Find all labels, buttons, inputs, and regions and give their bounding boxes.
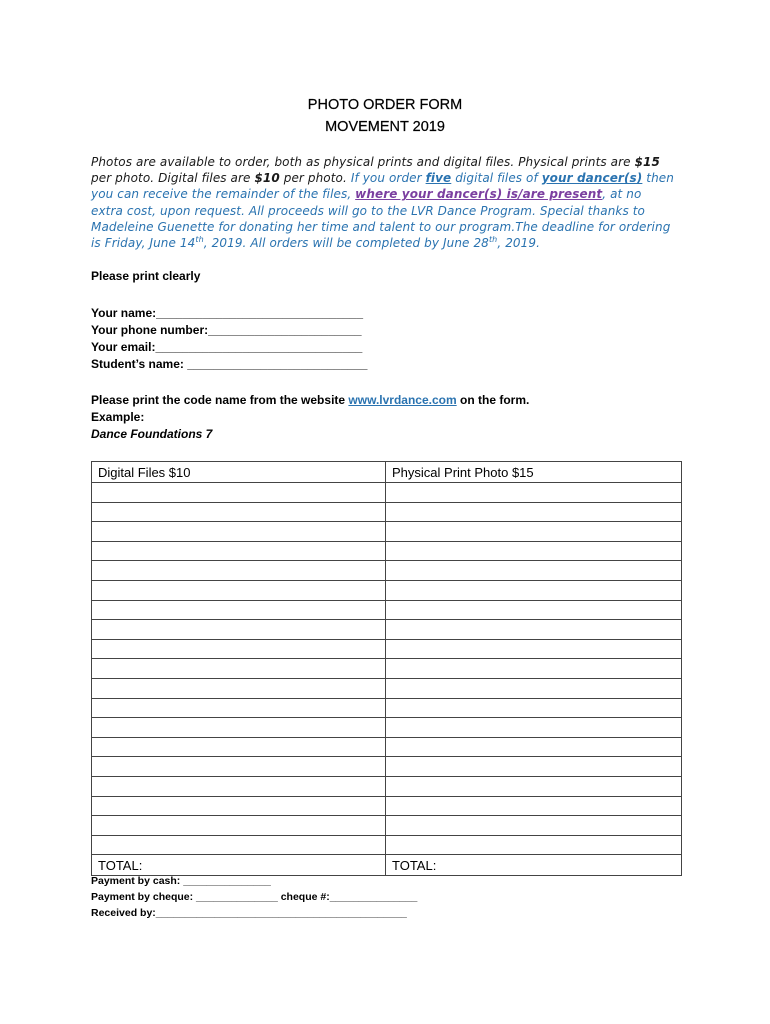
digital-files-header: Digital Files $10: [92, 462, 386, 483]
received-by-field[interactable]: Received by:___________________________________________: [91, 907, 407, 919]
form-subtitle: MOVEMENT 2019: [325, 119, 445, 135]
print-cell[interactable]: [386, 816, 682, 836]
table-row: [92, 718, 682, 738]
example-value: Dance Foundations 7: [91, 427, 213, 441]
digital-cell[interactable]: [92, 522, 386, 542]
digital-cell[interactable]: [92, 698, 386, 718]
your-dancers-emphasis: your dancer(s): [541, 171, 643, 186]
phone-field[interactable]: Your phone number:_______________________: [91, 323, 362, 337]
digital-cell[interactable]: [92, 580, 386, 600]
table-row: [92, 796, 682, 816]
print-cell[interactable]: [386, 698, 682, 718]
code-instructions: [91, 393, 529, 407]
order-table: [91, 461, 682, 876]
print-cell[interactable]: [386, 561, 682, 581]
digital-cell[interactable]: [92, 737, 386, 757]
intro-text-7: , at no extra cost, upon request. All proceeds will go to the LVR Dance Program. Special thanks to Madeleine Guenette for donating her time and talent to our program.The deadline for ordering is Friday, June 14: [91, 187, 671, 251]
digital-cell[interactable]: [92, 816, 386, 836]
payment-cheque-field[interactable]: Payment by cheque: ______________ cheque #:_______________: [91, 891, 418, 903]
print-price: $15: [634, 155, 660, 169]
table-row: [92, 483, 682, 503]
print-cell[interactable]: [386, 541, 682, 561]
intro-text-5: digital files of: [451, 171, 542, 186]
print-cell[interactable]: [386, 580, 682, 600]
digital-cell[interactable]: [92, 561, 386, 581]
digital-cell[interactable]: [92, 776, 386, 796]
intro-paragraph: [91, 154, 676, 251]
table-row: [92, 600, 682, 620]
digital-cell[interactable]: [92, 835, 386, 855]
intro-text-9: , 2019.: [497, 236, 541, 251]
intro-text-6: then you can receive the remainder of the files,: [91, 171, 674, 202]
table-row: [92, 659, 682, 679]
digital-cell[interactable]: [92, 620, 386, 640]
code-instructions-after: on the form.: [456, 393, 530, 407]
digital-cell[interactable]: [92, 757, 386, 777]
table-row: [92, 541, 682, 561]
intro-text-2: per photo. Digital files are: [91, 171, 255, 186]
digital-cell[interactable]: [92, 659, 386, 679]
please-print-label: Please print clearly: [91, 269, 201, 283]
table-header-row: [92, 462, 682, 483]
total-row: [92, 855, 682, 876]
table-row: [92, 580, 682, 600]
table-row: [92, 502, 682, 522]
print-cell[interactable]: [386, 483, 682, 503]
print-cell[interactable]: [386, 776, 682, 796]
print-cell[interactable]: [386, 796, 682, 816]
print-cell[interactable]: [386, 757, 682, 777]
print-cell[interactable]: [386, 659, 682, 679]
intro-text-1: Photos are available to order, both as physical prints and digital files. Physical prints are: [91, 155, 635, 169]
digital-cell[interactable]: [92, 718, 386, 738]
where-present-emphasis: where your dancer(s) is/are present: [355, 187, 603, 202]
print-total-label: TOTAL:: [386, 855, 682, 876]
table-row: [92, 835, 682, 855]
digital-cell[interactable]: [92, 678, 386, 698]
intro-text-3: per photo.: [279, 171, 351, 186]
five-emphasis: five: [425, 171, 452, 186]
digital-price: $10: [254, 171, 280, 186]
print-cell[interactable]: [386, 620, 682, 640]
physical-print-header: Physical Print Photo $15: [386, 462, 682, 483]
table-row: [92, 639, 682, 659]
sup-th-1: th: [195, 235, 204, 245]
code-instructions-before: Please print the code name from the website: [91, 393, 349, 407]
print-cell[interactable]: [386, 835, 682, 855]
table-row: [92, 776, 682, 796]
digital-cell[interactable]: [92, 541, 386, 561]
print-cell[interactable]: [386, 639, 682, 659]
payment-cash-field[interactable]: Payment by cash: _______________: [91, 875, 271, 887]
name-field[interactable]: Your name:_______________________________: [91, 306, 364, 320]
print-cell[interactable]: [386, 678, 682, 698]
digital-cell[interactable]: [92, 639, 386, 659]
email-field[interactable]: Your email:_______________________________: [91, 340, 363, 354]
table-row: [92, 522, 682, 542]
table-row: [92, 816, 682, 836]
digital-total-label: TOTAL:: [92, 855, 386, 876]
table-row: [92, 678, 682, 698]
intro-text-8: , 2019. All orders will be completed by June 28: [203, 236, 489, 251]
digital-cell[interactable]: [92, 796, 386, 816]
table-row: [92, 757, 682, 777]
print-cell[interactable]: [386, 737, 682, 757]
digital-cell[interactable]: [92, 600, 386, 620]
example-label: Example:: [91, 410, 145, 424]
table-row: [92, 620, 682, 640]
intro-text-4: If you order: [350, 171, 426, 186]
print-cell[interactable]: [386, 718, 682, 738]
print-cell[interactable]: [386, 502, 682, 522]
website-link[interactable]: www.lvrdance.com: [348, 393, 457, 407]
digital-cell[interactable]: [92, 483, 386, 503]
student-name-field[interactable]: Student’s name: ___________________________: [91, 357, 368, 371]
print-cell[interactable]: [386, 522, 682, 542]
form-title: PHOTO ORDER FORM: [307, 97, 463, 113]
table-row: [92, 737, 682, 757]
sup-th-2: th: [488, 235, 498, 245]
digital-cell[interactable]: [92, 502, 386, 522]
table-row: [92, 698, 682, 718]
table-row: [92, 561, 682, 581]
print-cell[interactable]: [386, 600, 682, 620]
